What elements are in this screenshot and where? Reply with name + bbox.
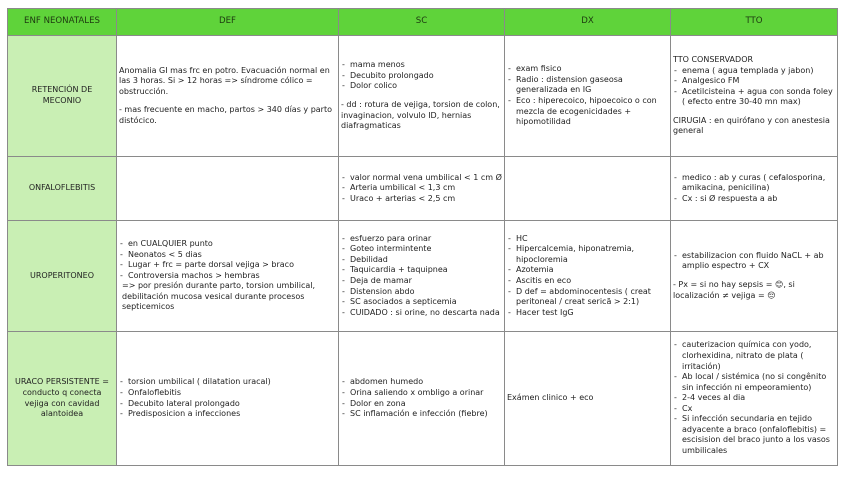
def-paragraph: Anomalia GI mas frc en potro. Evacuación normal en las 3 horas. Si > 12 horas => síndrome cólico = obstrucción.: [119, 65, 330, 96]
list-item: - en CUALQUIER punto: [128, 239, 336, 250]
list-item: - Hipercalcemia, hiponatremia, hipocloremia: [516, 244, 668, 265]
list-item: - Onfaloflebitis: [128, 388, 336, 399]
list-item: - Debilidad: [350, 255, 502, 266]
disease-table: [7, 8, 838, 466]
list-item: - HC: [516, 234, 668, 245]
list-item: - esfuerzo para orinar: [350, 234, 502, 245]
list-item: - Dolor colico: [350, 81, 502, 92]
list-item: - exam fisico: [516, 64, 668, 75]
list-item: - Taquicardia + taquipnea: [350, 265, 502, 276]
dx-cell: [505, 157, 671, 221]
sc-cell: [339, 332, 505, 466]
list-item: - estabilizacion con fluido NaCL + ab amplio espectro + CX: [682, 251, 835, 272]
tto-cell: [671, 157, 838, 221]
table-row: [8, 221, 838, 332]
row-name: RETENCIÓN DE MECONIO: [8, 36, 117, 157]
list-item: - Analgesico FM: [682, 76, 835, 87]
row-name: ONFALOFLEBITIS: [8, 157, 117, 221]
def-paragraph: - mas frecuente en macho, partos > 340 días y parto distócico.: [119, 105, 332, 125]
list-item: - Dolor en zona: [350, 399, 502, 410]
list-item: - Decubito lateral prolongado: [128, 399, 336, 410]
list-item: - Lugar + frc = parte dorsal vejiga > braco: [128, 260, 336, 271]
list-item: - 2-4 veces al dia: [682, 393, 835, 404]
list-item: - Uraco + arterias < 2,5 cm: [350, 194, 502, 205]
list-item: - medico : ab y curas ( cefalosporina, amikacina, penicilina): [682, 173, 835, 194]
list-item: - Goteo intermintente: [350, 244, 502, 255]
sc-cell: [339, 221, 505, 332]
list-item: - Predisposicion a infecciones: [128, 409, 336, 420]
list-item: - Hacer test IgG: [516, 308, 668, 319]
tto-note: CIRUGIA : en quirófano y con anestesia general: [673, 115, 830, 136]
list-item: - Azotemia: [516, 265, 668, 276]
list-item: - abdomen humedo: [350, 377, 502, 388]
table-row: [8, 332, 838, 466]
list-item: - Cx: [682, 404, 835, 415]
list-item: - Cx : si Ø respuesta a ab: [682, 194, 835, 205]
dx-cell: Exámen clinico + eco: [505, 332, 671, 466]
tto-title: TTO CONSERVADOR: [673, 55, 754, 65]
def-cell: [117, 36, 339, 157]
list-item: - Acetilcisteina + agua con sonda foley ( efecto entre 30-40 mn max): [682, 87, 835, 108]
list-item: - Deja de mamar: [350, 276, 502, 287]
list-item: - enema ( agua templada y jabon): [682, 66, 835, 77]
def-note: => por presión durante parto, torsion umbilical, debilitación mucosa vesical durante procesos septicemicos: [122, 281, 316, 312]
list-item: - torsion umbilical ( dilatation uracal): [128, 377, 336, 388]
dx-cell: [505, 221, 671, 332]
table-row: [8, 36, 838, 157]
list-item: - Ascitis en eco: [516, 276, 668, 287]
list-item: - valor normal vena umbilical < 1 cm Ø: [350, 173, 502, 184]
def-cell: [117, 332, 339, 466]
list-item: - D def = abdominocentesis ( creat peritoneal / creat sericã > 2:1): [516, 287, 668, 308]
dx-cell: [505, 36, 671, 157]
tto-cell: [671, 332, 838, 466]
list-item: - Decubito prolongado: [350, 71, 502, 82]
list-item: - Neonatos < 5 dias: [128, 250, 336, 261]
list-item: - Orina saliendo x ombligo a orinar: [350, 388, 502, 399]
list-item: - mama menos: [350, 60, 502, 71]
list-item: - Si infección secundaria en tejido adyacente a braco (onfaloflebitis) = escisision del braco junto a los vasos umbilicales: [682, 414, 835, 456]
def-cell: [117, 221, 339, 332]
row-name: URACO PERSISTENTE = conducto q conecta vejiga con cavidad alantoidea: [8, 332, 117, 466]
header-row: [8, 9, 838, 36]
list-item: - Controversia machos > hembras: [128, 271, 336, 282]
tto-note: - Px = si no hay sepsis = 😊, si localización ≠ vejiga = 😔: [673, 280, 795, 300]
list-item: - Arteria umbilical < 1,3 cm: [350, 183, 502, 194]
header-tto: TTO: [671, 9, 838, 36]
sc-cell: [339, 157, 505, 221]
def-cell: [117, 157, 339, 221]
list-item: - CUIDADO : si orine, no descarta nada: [350, 308, 502, 319]
header-enf: ENF NEONATALES: [8, 9, 117, 36]
sc-cell: [339, 36, 505, 157]
list-item: - SC inflamación e infección (fiebre): [350, 409, 502, 420]
list-item: - Ab local / sistémica (no si congênito sin infección ni empeoramiento): [682, 372, 835, 393]
tto-cell: [671, 36, 838, 157]
header-def: DEF: [117, 9, 339, 36]
table-row: [8, 157, 838, 221]
list-item: - cauterizacion química con yodo, clorhexidina, nitrato de plata ( irritación): [682, 340, 835, 372]
list-item: - Eco : hiperecoico, hipoecoico o con mezcla de ecogenicidades + hipomotilidad: [516, 96, 668, 128]
header-sc: SC: [339, 9, 505, 36]
list-item: - Radio : distension gaseosa generalizada en IG: [516, 75, 668, 96]
header-dx: DX: [505, 9, 671, 36]
list-item: - Distension abdo: [350, 287, 502, 298]
row-name: UROPERITONEO: [8, 221, 117, 332]
list-item: - SC asociados a septicemia: [350, 297, 502, 308]
tto-cell: [671, 221, 838, 332]
sc-note: - dd : rotura de vejiga, torsion de colon, invaginacion, volvulo ID, hernias diafragmaticas: [341, 100, 500, 131]
